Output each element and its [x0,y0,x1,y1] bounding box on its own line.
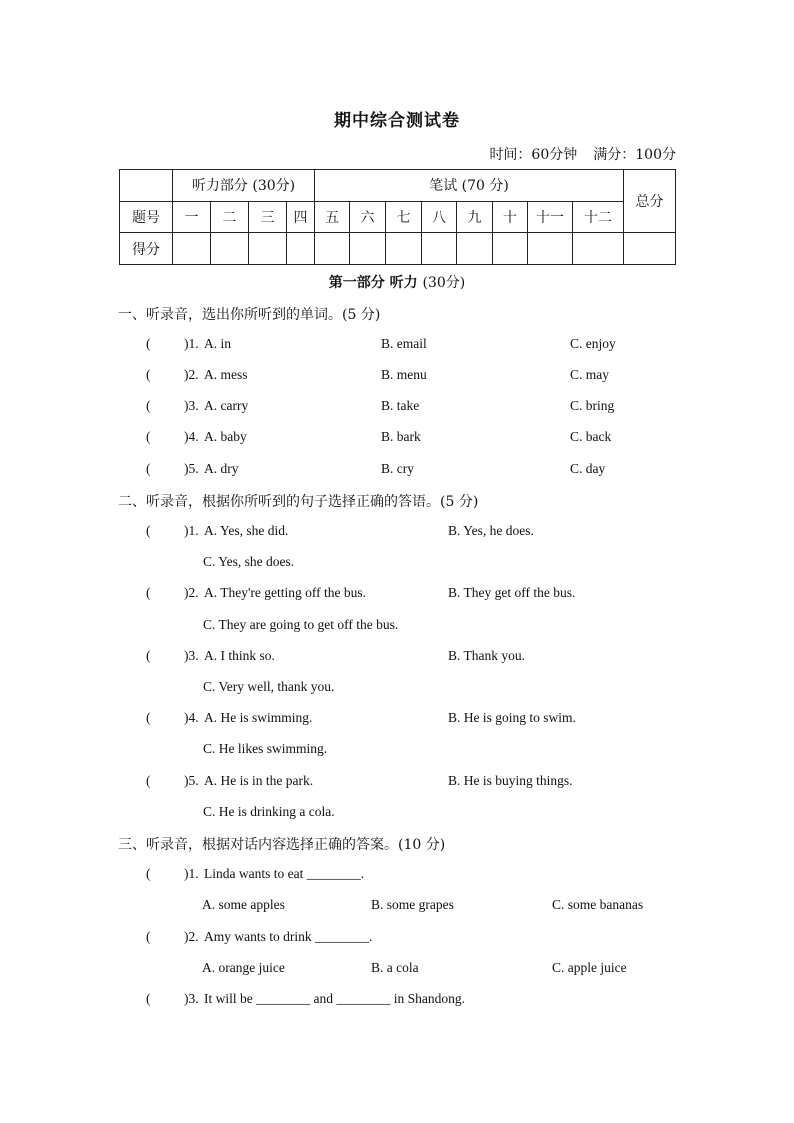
question-number: )3. [184,991,199,1006]
question-number: )2. [184,585,199,600]
exam-meta [489,144,676,164]
question-text: Linda wants to eat ________. [204,866,365,881]
option-a: A. in [204,336,231,351]
question-number: )3. [184,648,199,663]
option-c: C. apple juice [552,960,627,975]
option-c: C. may [570,367,609,382]
option-c: C. He is drinking a cola. [203,804,335,819]
option-c: C. day [570,461,606,476]
answer-paren[interactable]: ( [146,585,151,600]
answer-paren[interactable]: ( [146,523,151,538]
option-a: A. They're getting off the bus. [204,585,367,600]
question-number: )4. [184,429,199,444]
option-b: B. They get off the bus. [448,585,576,600]
option-c: C. bring [570,398,615,413]
option-b: B. Thank you. [448,648,525,663]
question-number: )2. [184,367,199,382]
option-b: B. Yes, he does. [448,523,534,538]
option-a: A. I think so. [204,648,275,663]
option-a: A. carry [204,398,249,413]
option-a: A. He is swimming. [204,710,313,725]
question-number: )5. [184,461,199,476]
question-number: 七 [386,201,422,233]
option-a: A. some apples [202,897,285,912]
option-b: B. He is buying things. [448,773,573,788]
score-cell[interactable] [386,233,422,265]
answer-paren[interactable]: ( [146,866,151,881]
total-header: 总分 [624,170,676,233]
question-number: )3. [184,398,199,413]
option-a: A. orange juice [202,960,285,975]
answer-paren[interactable]: ( [146,648,151,663]
question-number-label: 题号 [120,201,173,233]
answer-paren[interactable]: ( [146,398,151,413]
score-cell[interactable] [315,233,350,265]
part1-points: (30分) [422,275,466,291]
option-b: B. He is going to swim. [448,710,576,725]
question-number: )1. [184,336,199,351]
option-b: B. some grapes [371,897,454,912]
question-number: )4. [184,710,199,725]
question-text: Amy wants to drink ________. [204,929,373,944]
question-number: 十 [493,201,528,233]
answer-paren[interactable]: ( [146,367,151,382]
score-table [119,169,676,265]
total-score-cell[interactable] [624,233,676,265]
question-number: 四 [287,201,315,233]
answer-paren[interactable]: ( [146,929,151,944]
time-limit: 时间：60分钟 [489,147,578,163]
question-number: 六 [350,201,386,233]
option-c: C. They are going to get off the bus. [203,617,399,632]
question-number: )1. [184,523,199,538]
part1-title [0,272,794,292]
option-a: A. baby [204,429,247,444]
section-3-heading: 三、听录音，根据对话内容选择正确的答案。(10 分) [118,837,446,853]
section-2-heading: 二、听录音，根据你所听到的句子选择正确的答语。(5 分) [118,494,479,510]
section-1-heading: 一、听录音，选出你所听到的单词。(5 分) [118,307,381,323]
answer-paren[interactable]: ( [146,773,151,788]
score-cell[interactable] [350,233,386,265]
option-b: B. menu [381,367,427,382]
answer-paren[interactable]: ( [146,461,151,476]
question-number: 八 [422,201,457,233]
question-number: 一 [173,201,211,233]
option-a: A. dry [204,461,239,476]
answer-paren[interactable]: ( [146,710,151,725]
score-cell[interactable] [457,233,493,265]
option-c: C. enjoy [570,336,616,351]
question-number: )2. [184,929,199,944]
question-number: 十一 [528,201,573,233]
score-cell[interactable] [249,233,287,265]
answer-paren[interactable]: ( [146,991,151,1006]
option-a: A. He is in the park. [204,773,314,788]
option-b: B. cry [381,461,414,476]
option-b: B. take [381,398,420,413]
answer-paren[interactable]: ( [146,336,151,351]
full-score: 满分：100分 [593,147,676,163]
question-number: 九 [457,201,493,233]
question-number: 十二 [573,201,624,233]
option-c: C. some bananas [552,897,644,912]
score-cell[interactable] [211,233,249,265]
score-cell[interactable] [173,233,211,265]
question-number: 二 [211,201,249,233]
question-number: 五 [315,201,350,233]
option-b: B. bark [381,429,421,444]
option-c: C. Very well, thank you. [203,679,335,694]
option-a: A. Yes, she did. [204,523,289,538]
question-number: )5. [184,773,199,788]
blank-header-cell [120,170,173,202]
score-cell[interactable] [287,233,315,265]
score-cell[interactable] [573,233,624,265]
option-b: B. a cola [371,960,419,975]
score-cell[interactable] [528,233,573,265]
question-number: )1. [184,866,199,881]
writing-header: 笔试 (70 分) [315,170,624,202]
question-text: It will be ________ and ________ in Shandong. [204,991,465,1006]
score-cell[interactable] [493,233,528,265]
option-c: C. He likes swimming. [203,741,328,756]
option-c: C. Yes, she does. [203,554,295,569]
option-c: C. back [570,429,612,444]
option-a: A. mess [204,367,248,382]
page-title: 期中综合测试卷 [334,111,460,131]
answer-paren[interactable]: ( [146,429,151,444]
question-number: 三 [249,201,287,233]
score-label: 得分 [120,233,173,265]
listening-header: 听力部分 (30分) [173,170,315,202]
option-b: B. email [381,336,427,351]
part1-title-text: 第一部分 听力 [328,275,418,291]
score-cell[interactable] [422,233,457,265]
